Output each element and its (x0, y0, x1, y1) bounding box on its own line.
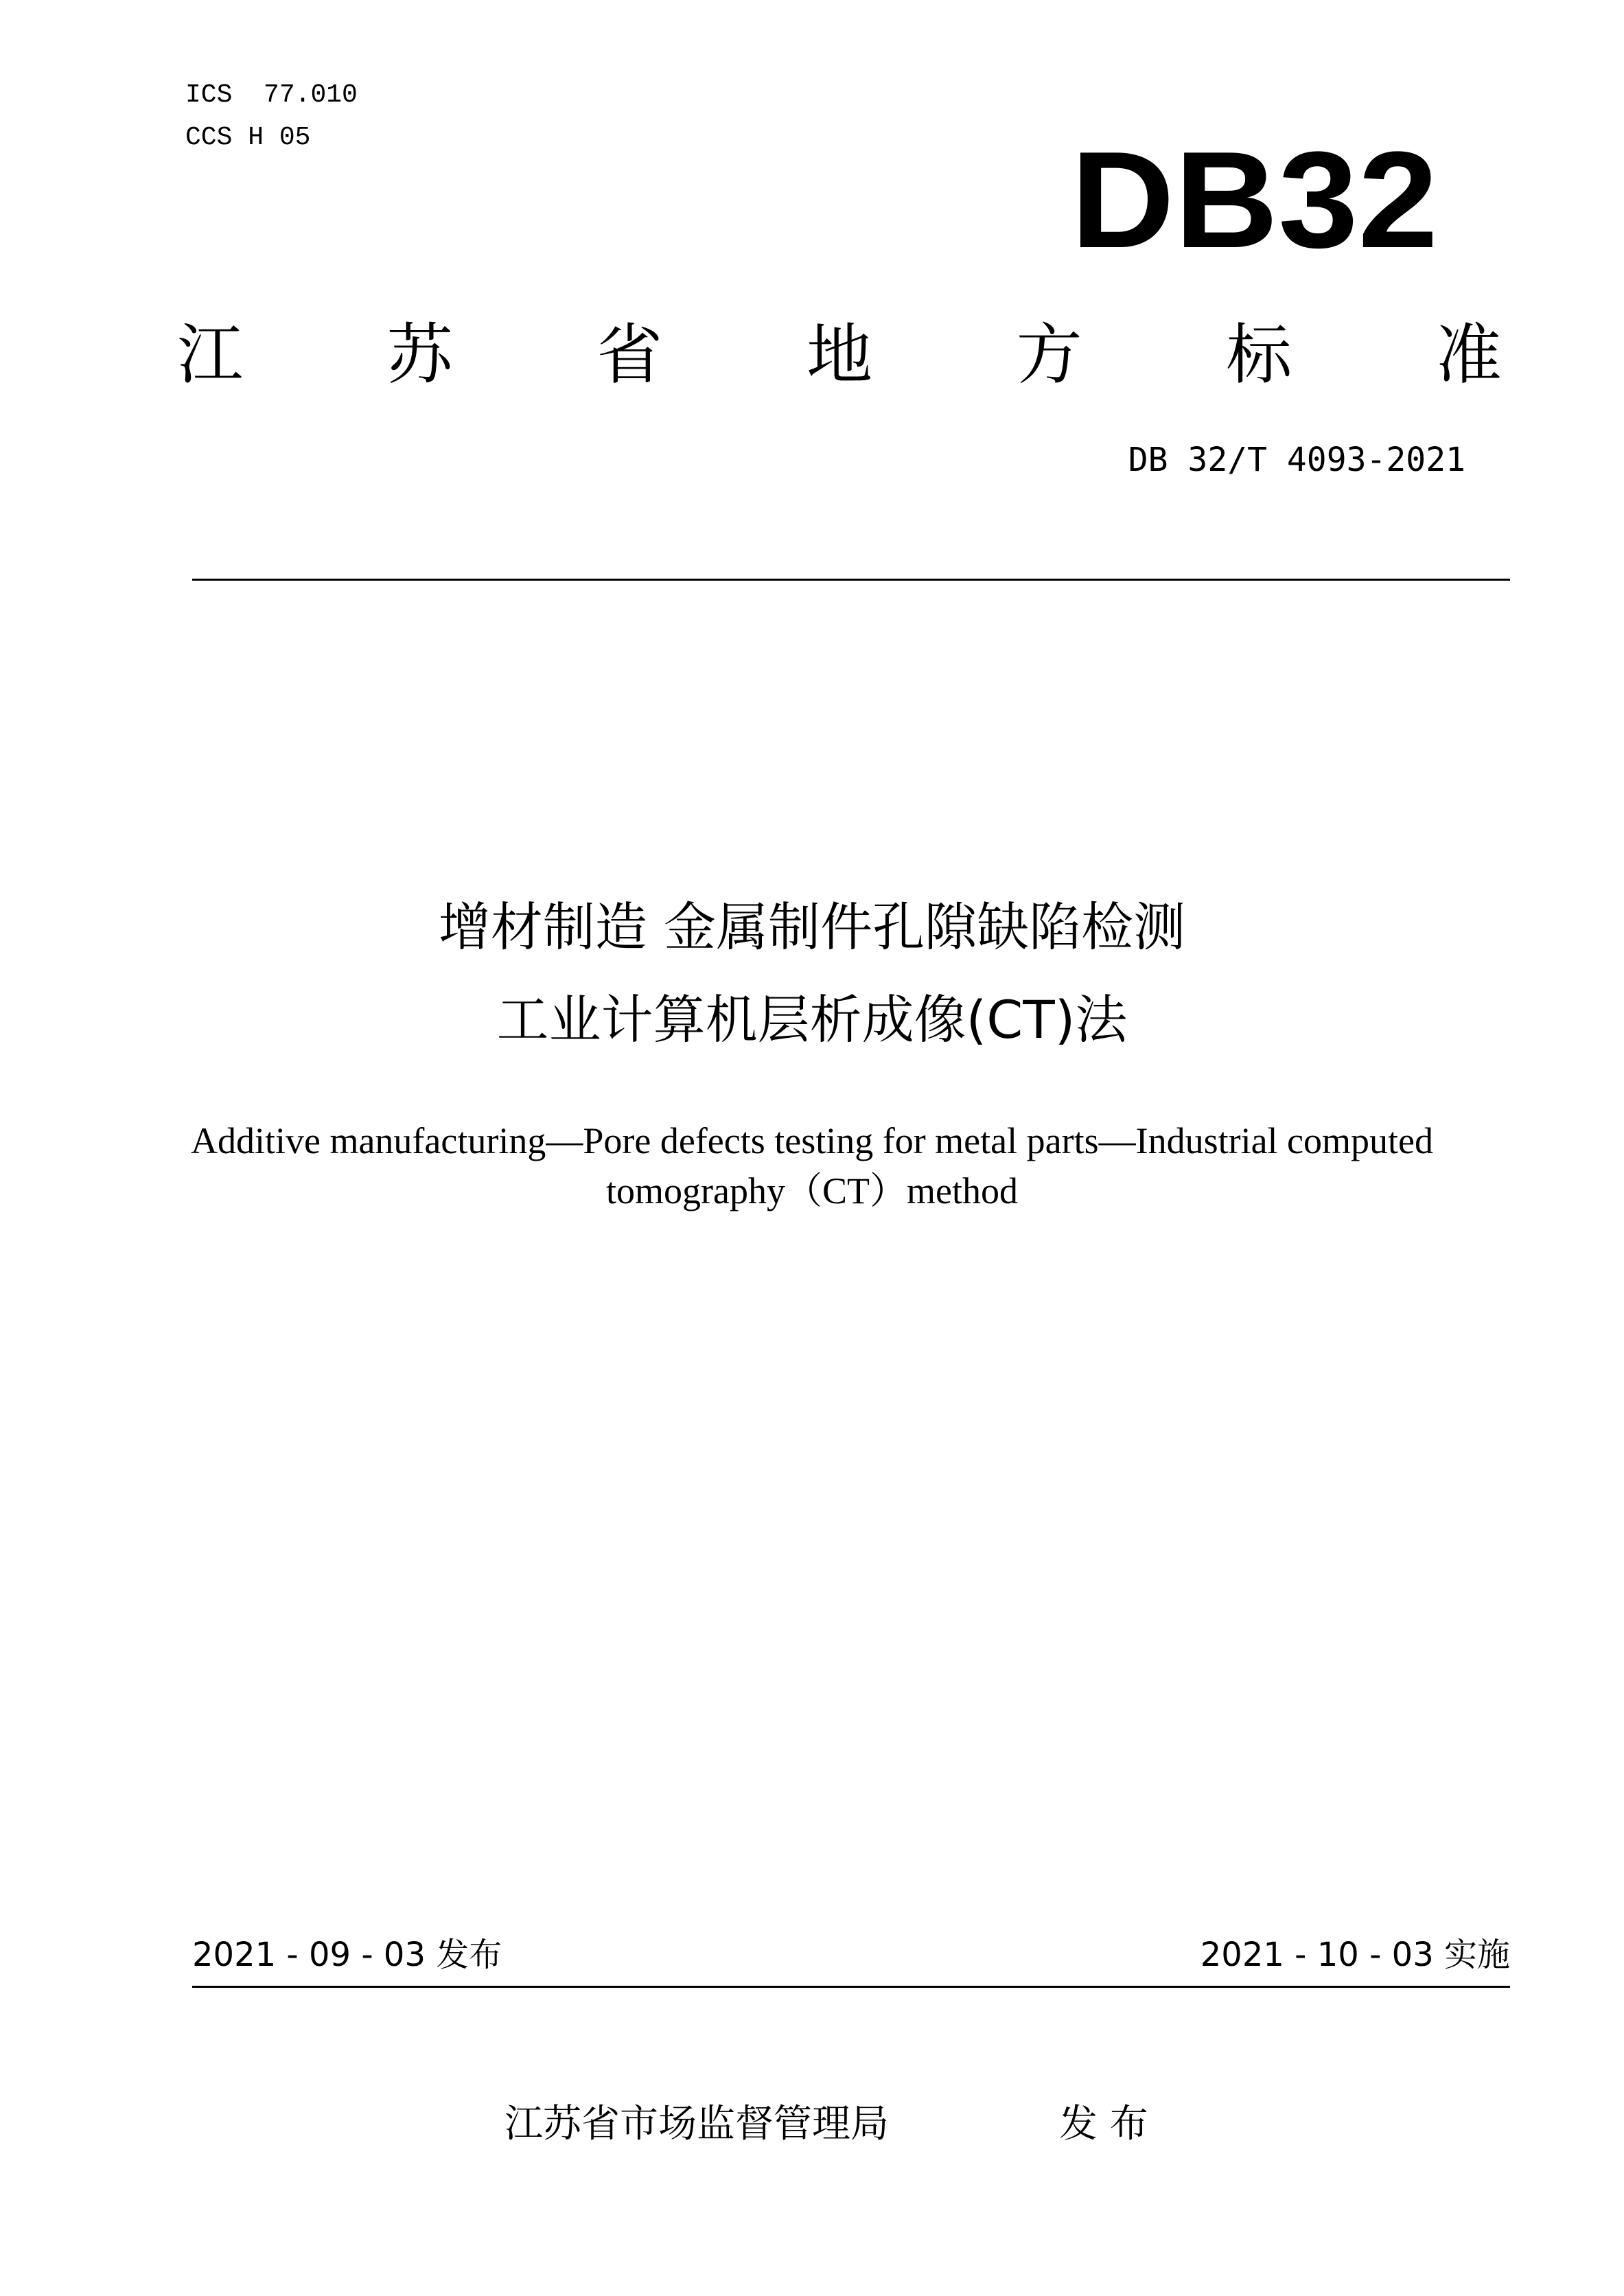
province-standard-title (177, 317, 1502, 393)
classification-codes (185, 74, 358, 159)
header-divider (192, 579, 1510, 581)
english-title-line-2: tomography（CT）method (606, 1170, 1018, 1211)
ccs-code: H 05 (248, 123, 311, 152)
standard-number: DB 32/T 4093-2021 (1128, 441, 1465, 479)
publisher-action: 发 布 (1059, 2102, 1148, 2146)
publisher-name: 江苏省市场监督管理局 (504, 2102, 889, 2146)
issue-date: 2021 - 09 - 03 发布 (192, 1936, 502, 1974)
province-title-char: 地 (806, 316, 872, 393)
db32-logo-text: DB32 (1071, 137, 1438, 268)
province-title-char: 标 (1226, 316, 1292, 393)
ics-label: ICS (185, 80, 233, 110)
province-title-char: 苏 (386, 316, 453, 393)
ics-code: 77.010 (264, 80, 358, 110)
db32-logo (1071, 137, 1441, 268)
ccs-row (185, 117, 358, 159)
province-title-char: 方 (1016, 316, 1082, 393)
chinese-title-line-1: 增材制造 金属制件孔隙缺陷检测 (438, 896, 1186, 958)
footer-divider (192, 1986, 1510, 1988)
province-title-char: 江 (177, 316, 243, 393)
implementation-date: 2021 - 10 - 03 实施 (1200, 1936, 1510, 1974)
province-title-char: 省 (596, 316, 663, 393)
ics-row (185, 74, 358, 117)
chinese-title-line-2: 工业计算机层析成像(CT)法 (496, 989, 1128, 1050)
province-title-char: 准 (1435, 316, 1502, 393)
english-title-line-1: Additive manufacturing—Pore defects testing for metal parts—Industrial computed (190, 1120, 1433, 1161)
ccs-label: CCS (185, 123, 233, 152)
